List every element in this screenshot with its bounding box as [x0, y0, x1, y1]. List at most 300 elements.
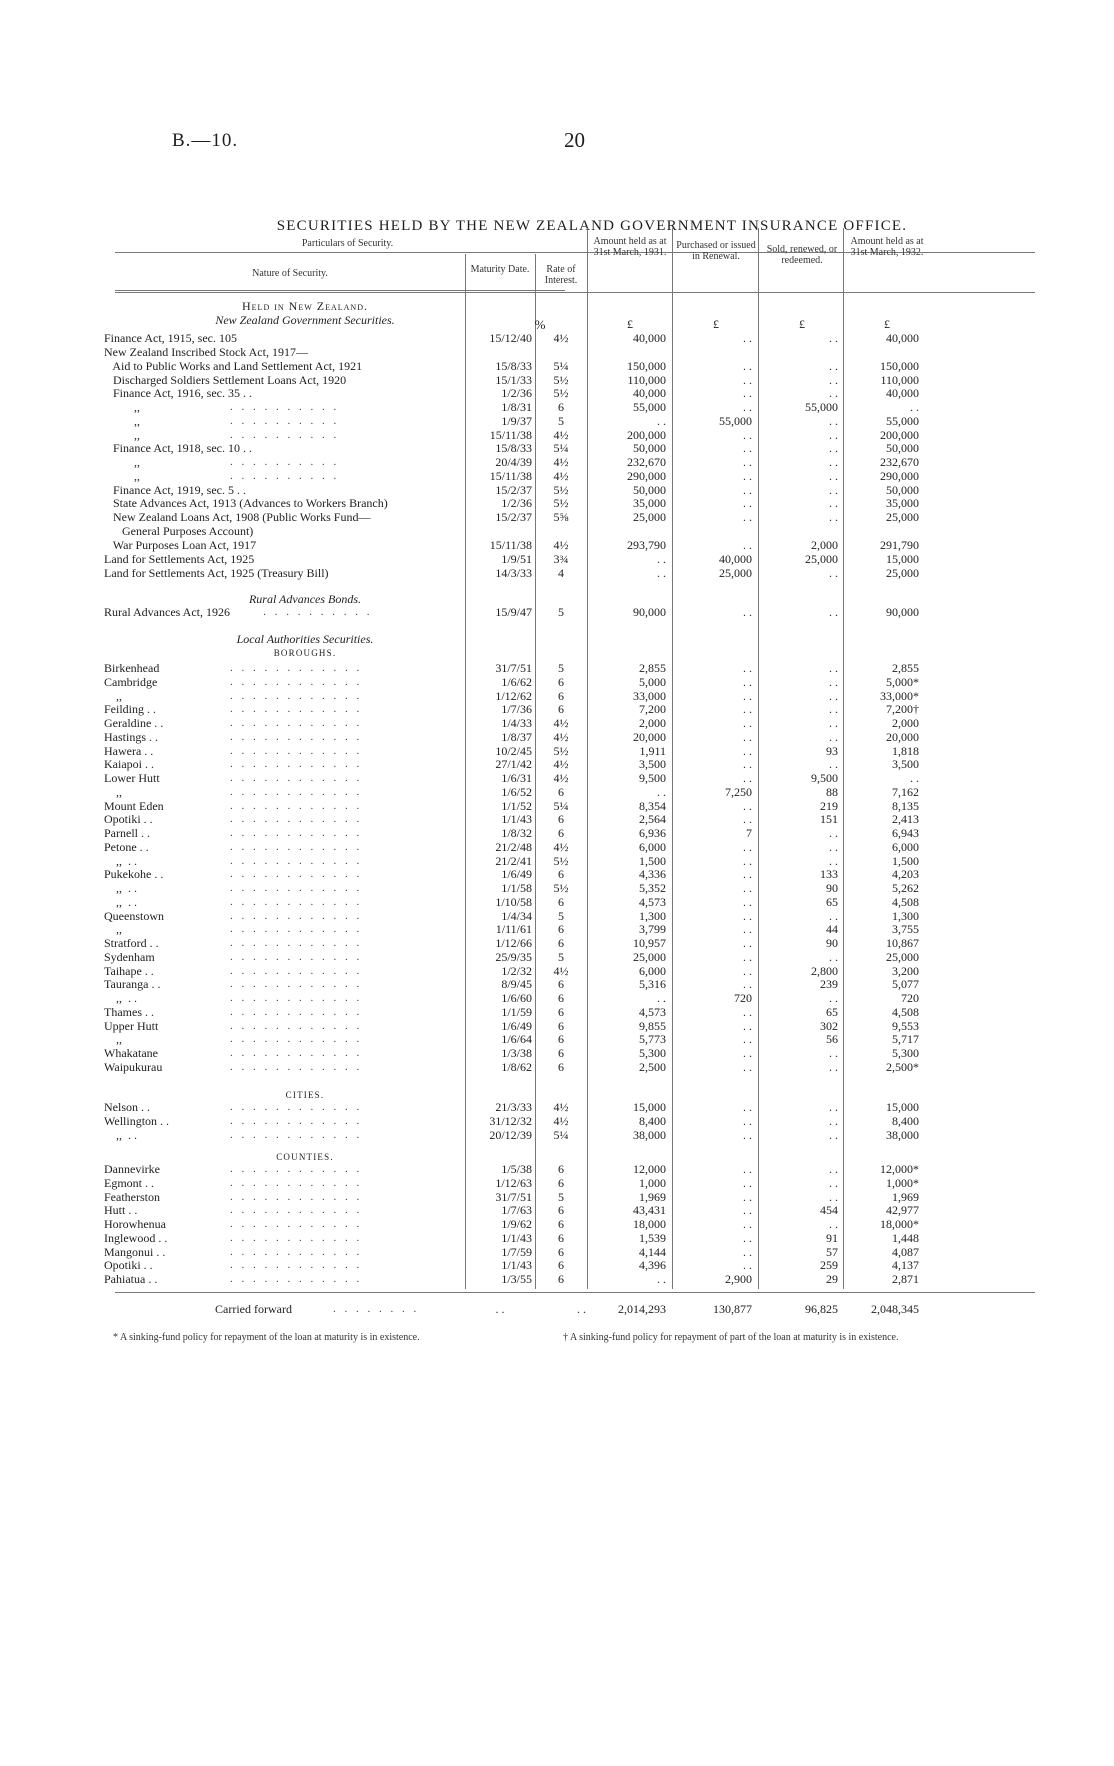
row-rate: 6: [558, 1203, 564, 1218]
row-rate: 4½: [553, 839, 569, 854]
row-security-name: Waipukurau: [104, 1059, 163, 1074]
row-amount-1931: 150,000: [627, 359, 666, 373]
row-sold: . .: [829, 386, 838, 400]
row-maturity: 1/1/58: [501, 881, 532, 895]
row-amount-1932: 2,855: [892, 661, 919, 675]
row-maturity: 1/6/49: [501, 1018, 532, 1033]
row-leader-dots: . . . . . . . . . . . .: [230, 1218, 363, 1230]
row-maturity: 1/6/52: [501, 784, 532, 799]
row-leader-dots: . . . . . . . . . . . .: [230, 1033, 363, 1046]
row-security-name: Feilding . .: [104, 702, 157, 717]
row-maturity: 1/12/62: [495, 688, 532, 703]
row-purchased: . .: [743, 1217, 752, 1231]
row-amount-1932: 20,000: [886, 729, 919, 744]
row-security-name: ,,: [104, 784, 122, 799]
row-security-name: State Advances Act, 1913 (Advances to Workers Branch): [104, 496, 388, 510]
row-leader-dots: . . . . . . . . . . . .: [230, 758, 363, 771]
row-leader-dots: . . . . . . . . . . . .: [230, 1115, 363, 1127]
row-leader-dots: . . . . . . . . . . . .: [230, 854, 363, 867]
row-maturity: 31/7/51: [495, 661, 532, 675]
row-sold: . .: [829, 661, 838, 675]
row-security-name: Hutt . .: [104, 1203, 138, 1218]
table-row: [0, 771, 920, 786]
footnote-dagger: † A sinking-fund policy for repayment of part of the loan at maturity is in existence.: [563, 1332, 899, 1343]
row-maturity: 1/11/61: [495, 922, 532, 937]
row-security-name: Parnell . .: [104, 826, 150, 840]
row-purchased: . .: [743, 1244, 752, 1259]
row-security-name: Nelson . .: [104, 1100, 150, 1114]
row-leader-dots: . . . . . . . . . . . .: [230, 1273, 363, 1285]
row-sold: . .: [829, 1114, 838, 1128]
row-sold: . .: [829, 1189, 838, 1204]
row-security-name: ,,: [104, 922, 122, 937]
row-rate: 5¼: [553, 441, 569, 455]
row-security-name: Rural Advances Act, 1926: [104, 605, 230, 619]
row-security-name: Kaiapoi . .: [104, 757, 154, 772]
row-sold: . .: [829, 991, 838, 1005]
row-purchased: . .: [743, 1032, 752, 1047]
row-security-name: Petone . .: [104, 839, 149, 854]
row-security-name: ,, . .: [104, 894, 137, 909]
row-purchased: 2,900: [725, 1272, 752, 1286]
row-purchased: . .: [743, 496, 752, 510]
row-purchased: 720: [734, 991, 752, 1005]
row-maturity: 15/9/47: [495, 605, 532, 619]
row-security-name: Upper Hutt: [104, 1018, 159, 1033]
row-amount-1932: 200,000: [880, 428, 919, 442]
row-sold: 2,000: [811, 538, 838, 552]
table-row: [0, 331, 920, 346]
row-rate: 6: [558, 1046, 564, 1060]
row-rate: 5½: [553, 373, 569, 387]
row-amount-1931: . .: [657, 414, 666, 428]
table-row: [0, 1046, 920, 1061]
row-security-name: ,,: [104, 688, 122, 703]
row-leader-dots: . . . . . . . . . . . .: [230, 1101, 363, 1113]
table-row: [0, 1005, 920, 1020]
row-rate: 4½: [553, 469, 569, 483]
row-security-name: Opotiki . .: [104, 812, 153, 827]
row-security-name: War Purposes Loan Act, 1917: [104, 538, 257, 552]
row-security-name: Finance Act, 1918, sec. 10 . .: [104, 441, 252, 455]
row-amount-1932: 3,755: [892, 922, 919, 937]
row-leader-dots: . . . . . . . . . . . .: [230, 895, 363, 908]
row-security-name: ,, . .: [104, 991, 137, 1005]
col-particulars: Particulars of Security.: [301, 238, 394, 249]
col-nature: Nature of Security.: [252, 268, 328, 279]
row-sold: . .: [829, 359, 838, 373]
row-sold: . .: [829, 1100, 838, 1114]
section-rural-advances: Rural Advances Bonds.: [248, 592, 362, 606]
row-maturity: 1/10/58: [495, 894, 532, 909]
row-amount-1931: 50,000: [633, 441, 666, 455]
row-security-name: Dannevirke: [104, 1162, 160, 1176]
row-sold: . .: [829, 414, 838, 428]
row-security-name: ,,: [104, 414, 140, 428]
row-leader-dots: . . . . . . . . . . . .: [230, 1190, 363, 1203]
row-amount-1931: 12,000: [633, 1162, 666, 1176]
row-amount-1931: 4,573: [639, 894, 666, 909]
row-purchased: . .: [743, 359, 752, 373]
page-title: SECURITIES HELD BY THE NEW ZEALAND GOVERNMENT INSURANCE OFFICE.: [276, 218, 908, 234]
row-amount-1931: 293,790: [627, 538, 666, 552]
table-row: [0, 414, 920, 429]
row-sold: . .: [829, 702, 838, 717]
row-sold: . .: [829, 566, 838, 580]
row-maturity: 1/8/37: [501, 729, 532, 744]
row-amount-1932: 4,508: [892, 1004, 919, 1019]
row-leader-dots: . . . . . . . . . . . .: [230, 840, 363, 853]
row-rate: 6: [558, 991, 564, 1005]
row-purchased: 40,000: [719, 552, 752, 566]
footnote-star: * A sinking-fund policy for repayment of the loan at maturity is in existence.: [113, 1332, 420, 1343]
row-maturity: 10/2/45: [495, 743, 532, 758]
row-sold: . .: [829, 455, 838, 469]
section-counties: COUNTIES.: [276, 1152, 334, 1162]
row-amount-1931: 5,000: [639, 674, 666, 689]
row-rate: 4½: [553, 716, 569, 730]
row-amount-1931: 6,000: [639, 963, 666, 978]
row-rate: 6: [558, 400, 564, 414]
row-amount-1931: 1,300: [639, 908, 666, 923]
row-amount-1931: 1,969: [639, 1189, 666, 1204]
row-security-name: Stratford . .: [104, 936, 159, 950]
row-sold: 151: [820, 812, 838, 827]
row-leader-dots: . . . . . . . . . . . .: [230, 1259, 363, 1272]
row-leader-dots: . . . . . . . . . . . .: [230, 1047, 363, 1059]
row-sold: 454: [820, 1203, 838, 1218]
table-row: [0, 854, 920, 869]
row-amount-1932: 50,000: [886, 441, 919, 455]
row-rate: 5: [558, 908, 564, 923]
row-leader-dots: . . . . . . . . . . . .: [230, 1129, 363, 1141]
row-amount-1931: . .: [657, 784, 666, 799]
row-amount-1932: 42,977: [886, 1203, 919, 1218]
row-purchased: . .: [743, 1114, 752, 1128]
row-leader-dots: . . . . . . . . . . . .: [230, 813, 363, 826]
row-amount-1932: 720: [901, 991, 919, 1005]
row-rate: 6: [558, 688, 564, 703]
row-maturity: 1/5/38: [501, 1162, 532, 1176]
row-amount-1931: 4,396: [639, 1258, 666, 1273]
row-purchased: . .: [743, 1175, 752, 1190]
table-row: [0, 441, 920, 456]
row-security-name: Hawera . .: [104, 743, 154, 758]
table-row: [0, 716, 920, 731]
row-purchased: . .: [743, 757, 752, 772]
row-amount-1931: 43,431: [633, 1203, 666, 1218]
row-sold: . .: [829, 949, 838, 964]
row-maturity: 1/7/36: [501, 702, 532, 717]
row-amount-1932: 35,000: [886, 496, 919, 510]
row-rate: 5½: [553, 881, 569, 895]
row-sold: 90: [826, 936, 838, 950]
row-amount-1931: 2,564: [639, 812, 666, 827]
row-security-name: Aid to Public Works and Land Settlement Act, 1921: [104, 359, 363, 373]
row-sold: 239: [820, 977, 838, 992]
row-purchased: . .: [743, 1018, 752, 1033]
row-rate: 6: [558, 784, 564, 799]
row-amount-1931: 9,855: [639, 1018, 666, 1033]
row-security-name: Whakatane: [104, 1046, 158, 1060]
row-amount-1932: 5,262: [892, 881, 919, 895]
pound-unit-sold: £: [799, 317, 805, 331]
row-leader-dots: . . . . . . . . . . . .: [230, 703, 363, 716]
carried-top-rule: [115, 1292, 1035, 1293]
carried-purchased: 130,877: [713, 1302, 752, 1316]
row-leader-dots: . . . . . . . . . . . .: [230, 1204, 363, 1217]
table-row: [0, 1245, 920, 1260]
table-row: [0, 386, 920, 401]
row-amount-1931: . .: [657, 552, 666, 566]
row-maturity: 1/4/34: [501, 908, 532, 923]
row-maturity: 15/11/38: [489, 538, 532, 552]
row-security-name: ,,: [104, 1032, 122, 1047]
row-amount-1931: 6,936: [639, 826, 666, 840]
row-amount-1932: 10,867: [886, 936, 919, 950]
table-row: [0, 730, 920, 745]
row-sold: . .: [829, 716, 838, 730]
row-maturity: 15/2/37: [495, 483, 532, 497]
row-sold: . .: [829, 688, 838, 703]
row-leader-dots: . . . . . . . . . .: [230, 456, 340, 468]
row-rate: 5: [558, 414, 564, 428]
row-security-name: Finance Act, 1915, sec. 105: [104, 331, 237, 345]
row-sold: . .: [829, 1046, 838, 1060]
row-amount-1932: . .: [910, 771, 919, 785]
row-amount-1932: 7,200†: [886, 702, 919, 717]
row-leader-dots: . . . . . . . . . .: [230, 415, 340, 427]
row-rate: 5¼: [553, 798, 569, 813]
row-amount-1932: 6,000: [892, 839, 919, 854]
row-sold: . .: [829, 441, 838, 455]
row-rate: 4½: [553, 729, 569, 744]
row-rate: 6: [558, 1230, 564, 1245]
row-rate: 4½: [553, 963, 569, 978]
row-amount-1932: 40,000: [886, 386, 919, 400]
row-leader-dots: . . . . . . . . . .: [230, 401, 340, 413]
row-sold: 302: [820, 1018, 838, 1033]
row-maturity: 15/11/38: [489, 469, 532, 483]
row-amount-1932: 150,000: [880, 359, 919, 373]
row-purchased: . .: [743, 661, 752, 675]
row-rate: 5½: [553, 496, 569, 510]
row-purchased: . .: [743, 936, 752, 950]
table-row: [0, 757, 920, 772]
row-sold: . .: [829, 483, 838, 497]
row-rate: 5¼: [553, 1128, 569, 1142]
row-amount-1931: 40,000: [633, 331, 666, 345]
row-purchased: . .: [743, 674, 752, 689]
row-rate: 6: [558, 1258, 564, 1273]
row-rate: 3¾: [553, 552, 569, 566]
table-row: [0, 964, 920, 979]
row-leader-dots: . . . . . . . . . . . .: [230, 717, 363, 729]
table-row: [0, 1060, 920, 1075]
row-maturity: 1/9/62: [501, 1217, 532, 1231]
row-amount-1932: 4,203: [892, 867, 919, 882]
row-leader-dots: . . . . . . . . . . . .: [230, 772, 363, 784]
carried-leader: . . . . . . . .: [333, 1303, 420, 1315]
row-amount-1932: . .: [910, 400, 919, 414]
row-amount-1932: 55,000: [886, 414, 919, 428]
row-maturity: 1/1/43: [501, 1258, 532, 1273]
row-amount-1931: 33,000: [633, 688, 666, 703]
row-leader-dots: . . . . . . . . . . . .: [230, 689, 363, 702]
table-row: [0, 895, 920, 910]
row-amount-1932: 5,300: [892, 1046, 919, 1060]
row-amount-1932: 110,000: [880, 373, 919, 387]
row-purchased: . .: [743, 908, 752, 923]
row-amount-1932: 4,087: [892, 1244, 919, 1259]
row-maturity: 15/2/37: [495, 510, 532, 524]
table-row: [0, 785, 920, 800]
row-amount-1931: 200,000: [627, 428, 666, 442]
row-purchased: . .: [743, 771, 752, 785]
row-rate: 4½: [553, 757, 569, 772]
row-rate: 6: [558, 1032, 564, 1047]
table-row: [0, 496, 920, 511]
row-maturity: 1/12/66: [495, 936, 532, 950]
row-maturity: 1/9/37: [501, 414, 532, 428]
row-purchased: . .: [743, 1162, 752, 1176]
row-sold: 90: [826, 881, 838, 895]
row-amount-1932: 5,000*: [886, 674, 919, 689]
row-maturity: 1/3/38: [501, 1046, 532, 1060]
table-row: [0, 1272, 920, 1287]
row-purchased: . .: [743, 386, 752, 400]
row-security-name: Land for Settlements Act, 1925 (Treasury Bill): [104, 566, 329, 580]
row-sold: 133: [820, 867, 838, 882]
row-rate: 5¼: [553, 359, 569, 373]
row-rate: 4½: [553, 455, 569, 469]
table-row: [0, 1258, 920, 1273]
row-leader-dots: . . . . . . . . . . . .: [230, 1231, 363, 1244]
row-amount-1931: 4,573: [639, 1004, 666, 1019]
row-leader-dots: . . . . . . . . . .: [230, 429, 340, 441]
row-amount-1931: 50,000: [633, 483, 666, 497]
row-leader-dots: . . . . . . . . . . . .: [230, 662, 363, 674]
row-amount-1932: 5,717: [892, 1032, 919, 1047]
row-maturity: 1/6/64: [501, 1032, 532, 1047]
row-amount-1932: 4,508: [892, 894, 919, 909]
row-sold: . .: [829, 674, 838, 689]
row-rate: 5⅝: [553, 510, 569, 524]
row-sold: . .: [829, 853, 838, 868]
row-amount-1932: 1,300: [892, 908, 919, 923]
table-row: [0, 1128, 920, 1143]
row-leader-dots: . . . . . . . . . . . .: [230, 992, 363, 1004]
row-purchased: . .: [743, 702, 752, 717]
table-row: [0, 538, 920, 553]
row-amount-1931: 232,670: [627, 455, 666, 469]
row-security-name: Lower Hutt: [104, 771, 160, 785]
row-maturity: 1/3/55: [501, 1272, 532, 1286]
row-amount-1931: 5,352: [639, 881, 666, 895]
row-amount-1932: 50,000: [886, 483, 919, 497]
table-row: [0, 1019, 920, 1034]
row-amount-1931: 40,000: [633, 386, 666, 400]
row-leader-dots: . . . . . . . . . . . .: [230, 950, 363, 963]
table-row: [0, 744, 920, 759]
row-amount-1931: . .: [657, 991, 666, 1005]
row-amount-1931: 55,000: [633, 400, 666, 414]
row-amount-1931: 10,957: [633, 936, 666, 950]
row-purchased: . .: [743, 867, 752, 882]
table-row: [0, 826, 920, 841]
row-maturity: 1/2/32: [501, 963, 532, 978]
row-purchased: . .: [743, 812, 752, 827]
row-amount-1932: 7,162: [892, 784, 919, 799]
row-amount-1932: 1,818: [892, 743, 919, 758]
row-sold: 2,800: [811, 963, 838, 978]
row-amount-1931: 25,000: [633, 949, 666, 964]
row-amount-1932: 38,000: [886, 1128, 919, 1142]
row-leader-dots: . . . . . . . . . . . .: [230, 937, 363, 949]
document-reference: B.—10.: [172, 130, 239, 151]
row-maturity: 8/9/45: [501, 977, 532, 992]
row-rate: 4½: [553, 771, 569, 785]
pound-unit-1932: £: [884, 317, 890, 331]
row-purchased: . .: [743, 1128, 752, 1142]
row-rate: 5½: [553, 743, 569, 758]
row-amount-1932: 1,000*: [886, 1175, 919, 1190]
row-leader-dots: . . . . . . . . . . . .: [230, 978, 363, 991]
row-rate: 4½: [553, 1114, 569, 1128]
row-purchased: . .: [743, 894, 752, 909]
row-leader-dots: . . . . . . . . . . . .: [230, 882, 363, 894]
col-amount-1931: Amount held as at 31st March, 1931.: [593, 236, 667, 258]
table-row: [0, 991, 920, 1006]
row-sold: . .: [829, 1162, 838, 1176]
row-sold: 44: [826, 922, 838, 937]
section-cities: CITIES.: [285, 1090, 325, 1100]
row-security-name: Pahiatua . .: [104, 1272, 158, 1286]
row-rate: 6: [558, 1059, 564, 1074]
pound-unit-1931: £: [627, 317, 633, 331]
row-sold: . .: [829, 1217, 838, 1231]
row-rate: 6: [558, 1162, 564, 1176]
row-sold: 56: [826, 1032, 838, 1047]
col-sold: Sold, renewed, or redeemed.: [766, 244, 838, 266]
row-sold: 55,000: [805, 400, 838, 414]
table-row: [0, 950, 920, 965]
row-security-name: ,,: [104, 428, 140, 442]
row-maturity: 1/12/63: [495, 1175, 532, 1190]
section-boroughs: BOROUGHS.: [273, 648, 337, 658]
row-leader-dots: . . . . . . . . . . . .: [230, 799, 363, 812]
row-maturity: 1/2/36: [501, 496, 532, 510]
row-maturity: 1/2/36: [501, 386, 532, 400]
row-security-name: Inglewood . .: [104, 1230, 168, 1245]
row-security-name: Wellington . .: [104, 1114, 170, 1128]
row-purchased: . .: [743, 949, 752, 964]
row-purchased: . .: [743, 1004, 752, 1019]
table-row: [0, 812, 920, 827]
row-maturity: 1/6/62: [501, 674, 532, 689]
row-security-name: ,,: [104, 400, 140, 414]
row-sold: . .: [829, 469, 838, 483]
carried-a31: 2,014,293: [618, 1302, 666, 1316]
table-row: [0, 1231, 920, 1246]
row-purchased: 7: [746, 826, 752, 840]
row-maturity: 15/8/33: [495, 441, 532, 455]
row-sold: 93: [826, 743, 838, 758]
row-amount-1931: 110,000: [627, 373, 666, 387]
row-amount-1932: 25,000: [886, 510, 919, 524]
row-sold: . .: [829, 496, 838, 510]
col-rate: Rate of Interest.: [544, 264, 578, 286]
